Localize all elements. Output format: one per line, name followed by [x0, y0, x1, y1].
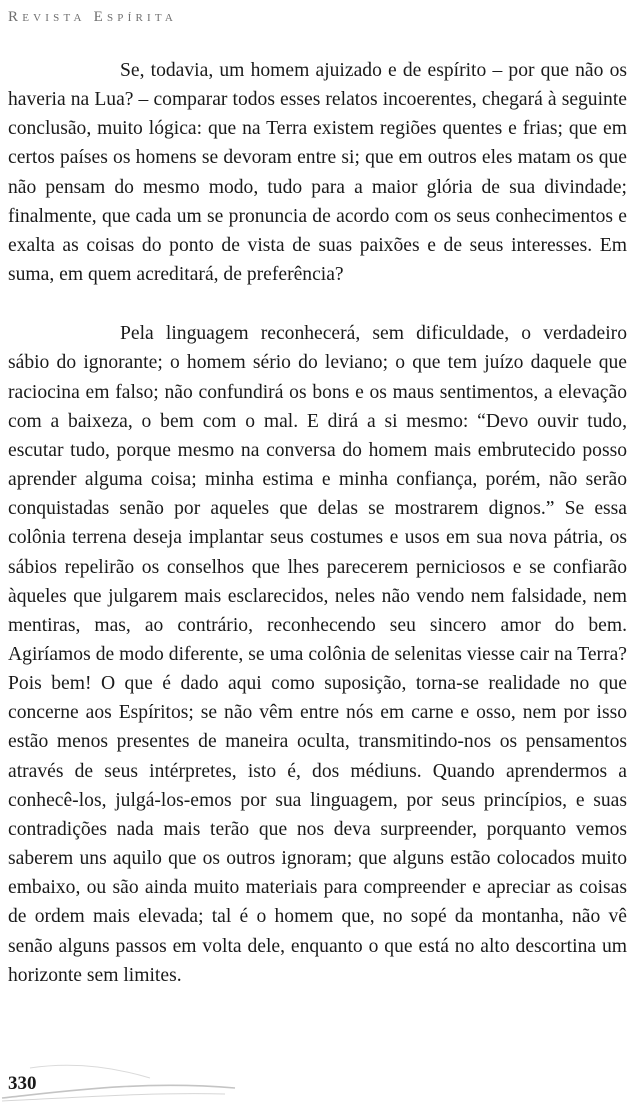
body-text	[8, 56, 627, 990]
running-header: Revista Espírita	[8, 9, 178, 25]
page-number: 330	[8, 1073, 37, 1094]
paragraph: Pela linguagem reconhecerá, sem dificuldade, o verdadeiro sábio do ignorante; o homem sério do leviano; o que tem juízo daquele que raciocina em falso; não confundirá os bons e os maus sentimentos, a elevação com a baixeza, o bem com o mal. E dirá a si mesmo: “Devo ouvir tudo, escutar tudo, porque mesmo na conversa do homem mais embrutecido posso aprender alguma coisa; minha estima e minha confiança, porém, não serão conquistadas senão por aqueles que delas se mostrarem dignos.” Se essa colônia terrena deseja implantar seus costumes e usos em sua nova pátria, os sábios repelirão os conselhos que lhes parecerem perniciosos e se confiarão àqueles que julgarem mais esclarecidos, neles não vendo nem falsidade, nem mentiras, mas, ao contrário, reconhecendo seu sincero amor do bem. Agiríamos de modo diferente, se uma colônia de selenitas viesse cair na Terra? Pois bem! O que é dado aqui como suposição, torna-se realidade no que concerne aos Espíritos; se não vêm entre nós em carne e osso, nem por isso estão menos presentes de maneira oculta, transmitindo-nos os pensamentos através de seus intérpretes, isto é, dos médiuns. Quando aprendermos a conhecê-los, julgá-los-emos por sua linguagem, por seus princípios, e suas contradições nada mais terão que nos deva surpreender, porquanto vemos saberem uns aquilo que os outros ignoram; que alguns estão colocados muito embaixo, ou são ainda muito materiais para compreender e apreciar as coisas de ordem mais elevada; tal é o homem que, no sopé da montanha, não vê senão alguns passos em volta dele, enquanto o que está no alto descortina um horizonte sem limites.	[8, 323, 627, 986]
paragraph: Se, todavia, um homem ajuizado e de espírito – por que não os haveria na Lua? – comparar todos esses relatos incoerentes, chegará à seguinte conclusão, muito lógica: que na Terra existem regiões quentes e frias; que em certos países os homens se devoram entre si; que em outros eles matam os que não pensam do mesmo modo, tudo para a maior glória de sua divindade; finalmente, que cada um se pronuncia de acordo com os seus conhecimentos e exalta as coisas do ponto de vista de suas paixões e de seus interesses. Em suma, em quem acreditará, de preferência?	[8, 60, 627, 286]
